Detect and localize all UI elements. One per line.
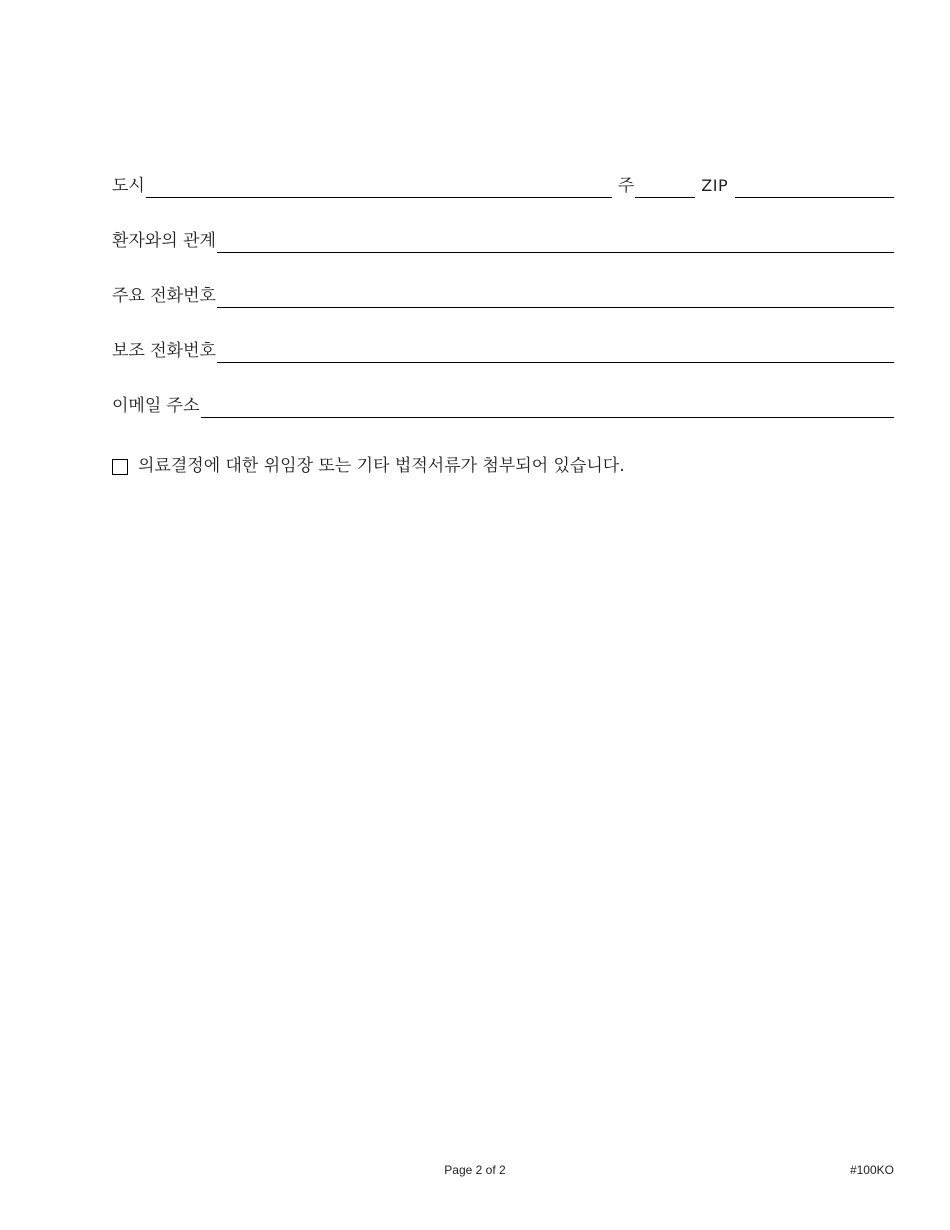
secondary-phone-row (112, 337, 894, 363)
attachment-checkbox-row[interactable] (112, 456, 625, 476)
attachment-checkbox-label: 의료결정에 대한 위임장 또는 기타 법적서류가 첨부되어 있습니다. (138, 456, 625, 476)
attachment-checkbox[interactable] (112, 459, 128, 475)
email-label: 이메일 주소 (112, 396, 200, 416)
city-field[interactable] (146, 177, 612, 198)
email-field[interactable] (201, 397, 894, 418)
email-row (112, 392, 894, 418)
primary-phone-field[interactable] (217, 287, 894, 308)
primary-phone-label: 주요 전화번호 (112, 286, 216, 306)
primary-phone-row (112, 282, 894, 308)
relationship-field[interactable] (217, 232, 894, 253)
state-label: 주 (617, 176, 635, 196)
zip-field[interactable] (735, 177, 894, 198)
relationship-label: 환자와의 관계 (112, 231, 216, 251)
city-state-zip-row (112, 172, 894, 198)
relationship-row (112, 227, 894, 253)
page-number: Page 2 of 2 (444, 1163, 506, 1177)
secondary-phone-label: 보조 전화번호 (112, 341, 216, 361)
zip-label: ZIP (701, 176, 729, 195)
form-code: #100KO (849, 1163, 894, 1177)
state-field[interactable] (635, 177, 695, 198)
city-label: 도시 (112, 176, 145, 196)
secondary-phone-field[interactable] (217, 342, 894, 363)
